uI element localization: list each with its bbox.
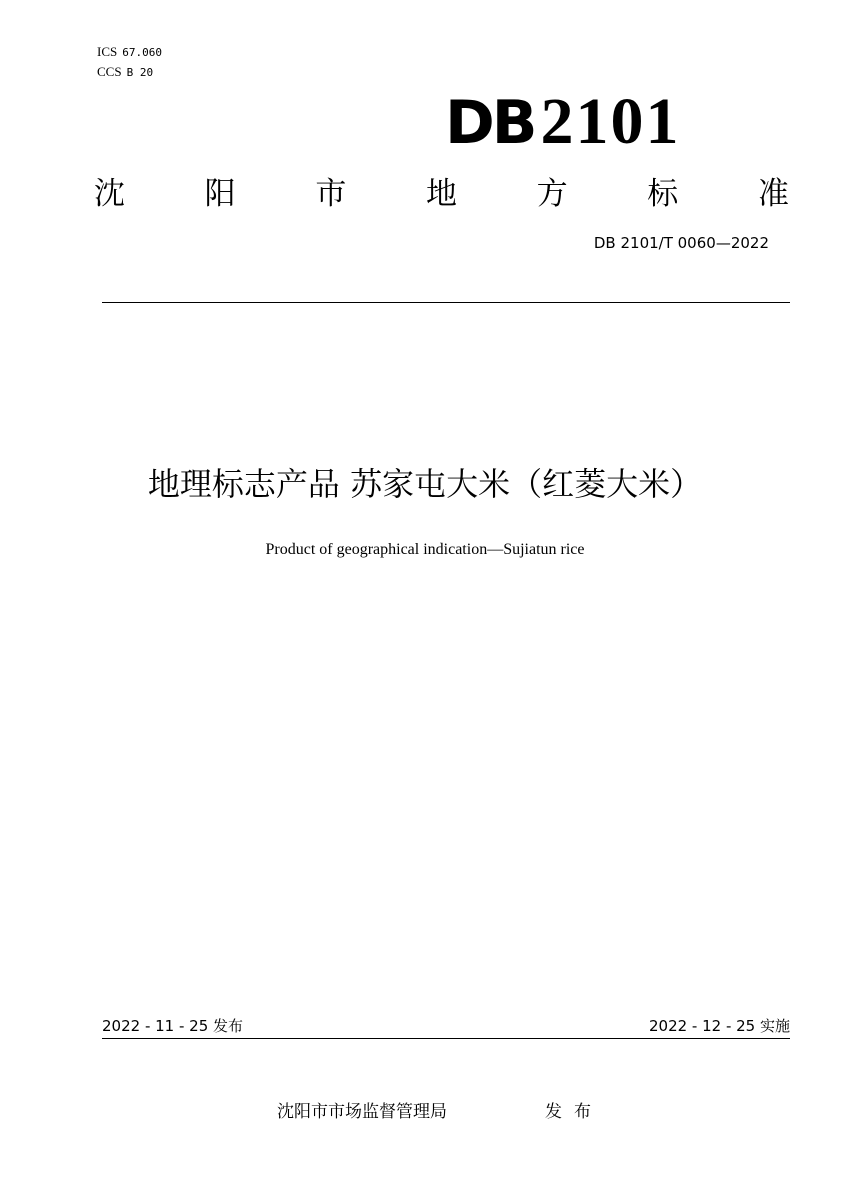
standard-type-char: 市 xyxy=(315,176,347,212)
ics-code xyxy=(97,42,162,62)
standard-type-char: 准 xyxy=(757,176,789,212)
top-divider xyxy=(102,302,790,303)
standard-type-char: 沈 xyxy=(94,176,125,212)
ccs-code xyxy=(97,62,162,82)
issuing-authority: 沈阳市市场监督管理局 xyxy=(277,1102,447,1122)
issue-date: 2022 - 11 - 25 发布 xyxy=(102,1017,244,1035)
bottom-divider xyxy=(102,1038,790,1039)
document-title: 地理标志产品 苏家屯大米（红菱大米） xyxy=(147,465,703,503)
ics-value: 67.060 xyxy=(122,46,162,59)
ccs-label: CCS xyxy=(97,64,122,79)
ics-label: ICS xyxy=(97,44,118,59)
standard-type-char: 标 xyxy=(647,176,679,212)
standard-type-char: 地 xyxy=(425,176,457,212)
standard-type-char: 阳 xyxy=(204,176,236,212)
standard-number: DB 2101/T 0060—2022 xyxy=(593,234,769,252)
standard-mark-number: 2101 xyxy=(540,85,681,158)
standard-mark xyxy=(445,87,681,157)
standard-type-char: 方 xyxy=(536,176,568,212)
standard-mark-letters: DB xyxy=(445,88,535,158)
effective-date: 2022 - 12 - 25 实施 xyxy=(648,1017,790,1035)
ccs-value: B 20 xyxy=(126,66,154,79)
document-subtitle-english: Product of geographical indication—Sujiatun rice xyxy=(265,541,585,558)
classification-codes xyxy=(97,42,162,82)
issue-action: 发布 xyxy=(545,1102,603,1122)
standard-type-heading xyxy=(94,172,789,216)
